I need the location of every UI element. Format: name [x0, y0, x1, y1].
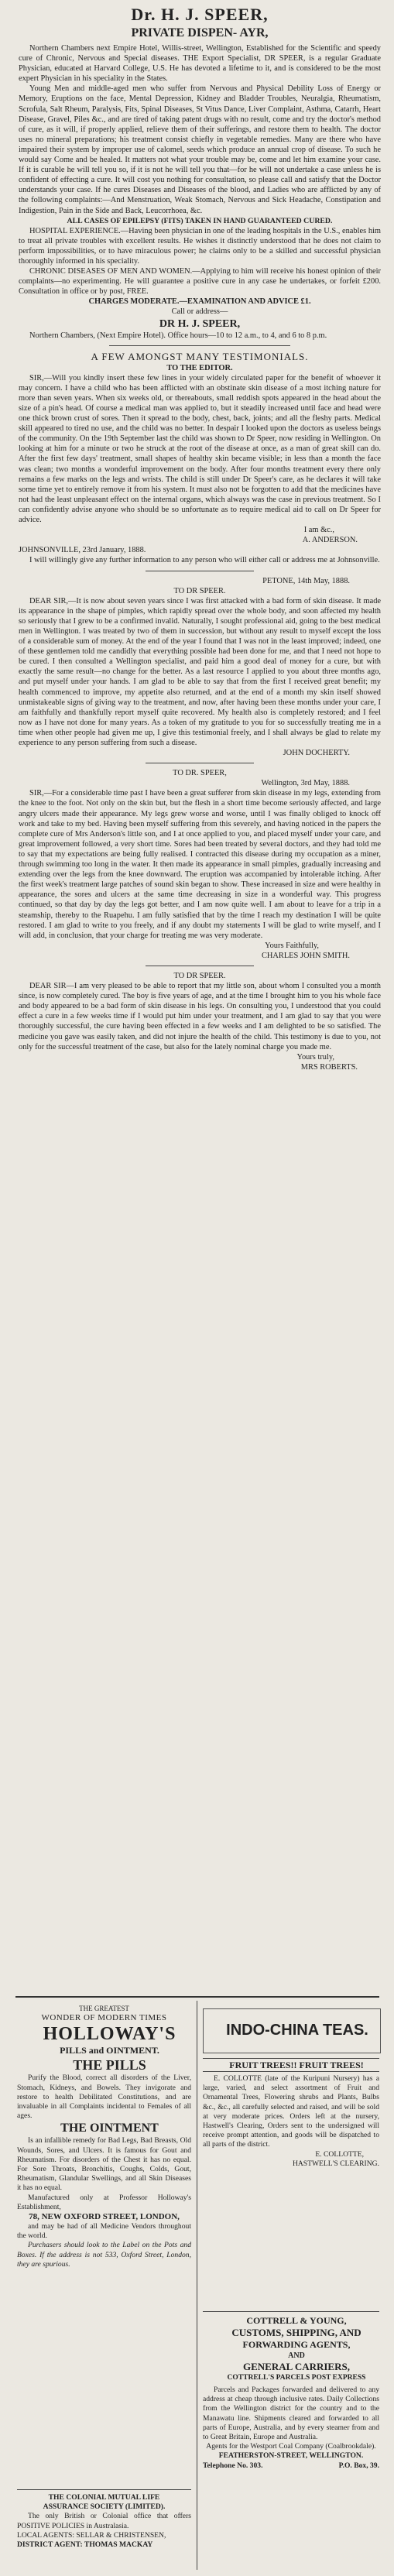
smith-to: TO DR. SPEER, — [173, 769, 227, 778]
cottrell-box: P.O. Box, 39. — [338, 2461, 379, 2470]
colonial-text: The only British or Colonial office that offers POSITIVE POLICIES in Australasia. — [17, 2512, 191, 2530]
cottrell-advertisement — [203, 2315, 379, 2471]
speer-address: Northern Chambers, (Next Empire Hotel). Office hours—10 to 12 a.m., to 4, and 6 to 8 p.m. — [29, 331, 327, 340]
docherty-place: PETONE, 14th May, 1888. — [262, 576, 350, 585]
colonial-title-2: ASSURANCE SOCIETY (LIMITED). — [43, 2502, 166, 2512]
smith-sig-2: CHARLES JOHN SMITH. — [261, 951, 350, 960]
anderson-note: I will willingly give any further information to any person who will either call or address me at Johnsonville. — [29, 556, 380, 565]
holloway-wonder: WONDER OF MODERN TIMES — [41, 2013, 167, 2023]
testimonials-heading: A FEW AMONGST MANY TESTIMONIALS. — [91, 350, 309, 362]
holloway-advertisement — [17, 2004, 191, 2269]
cottrell-line-3: AND — [288, 2351, 305, 2360]
indo-china-advertisement — [203, 2008, 381, 2053]
colonial-district-agent: DISTRICT AGENT: THOMAS MACKAY — [17, 2540, 153, 2550]
roberts-sig-1: Yours truly, — [296, 1052, 334, 1062]
cottrell-title: COTTRELL & YOUNG, — [246, 2315, 347, 2326]
colonial-advertisement — [17, 2493, 191, 2550]
holloway-sold: and may be had of all Medicine Vendors throughout the world. — [17, 2222, 191, 2241]
speer-charges: CHARGES MODERATE.—EXAMINATION AND ADVICE £1. — [88, 297, 311, 307]
testimonial-anderson: SIR,—Will you kindly insert these few lines in your widely circulated paper for the benefit of whoever it may concern. I have a child who has been afflicted with an obstinate skin disease of a most itching nature for more than seven years. When six weeks old, or thereabouts, small reddish spots appeared in the head about the size of a pin's head. Of course a medical man was applied to, but it steadily increased until face and head were one thick brown crust of sores. Then it spread to the body, chest, back, joints; and all the fleshy parts. Medical skill appeared to tired no use, and the child was no better. In despair I looked upon the doctors as useless beings of the community. On the 19th September last the child was shown to Dr Speer, now residing in Wellington. On looking at him for a minute or two he struck at the root of the disease at once, as a man of great skill can do. After the first few days' treatment, small shapes of healthy skin became visible; in less than a month the face was clean; two months a wonderful improvement on the body. After four months treatment every there only remains a few marks on the legs and wrists. The child is still under Dr Speer's care, as he declares it will take some time yet to entirely remove it from his system. It must also not be forgotten to add that the medicines have not had the least unpleasant effect on the internal organs, which always was the case in previous treatment. So I can confidently advise anyone who should be so unfortunate as to require medical aid to call on Dr Speer for advice. — [19, 373, 381, 525]
holloway-name: HOLLOWAY'S — [43, 2024, 176, 2045]
cottrell-agents: Agents for the Westport Coal Company (Coalbrookdale). — [206, 2442, 376, 2451]
speer-heading: Dr. H. J. SPEER, — [131, 5, 269, 24]
testimonial-roberts: DEAR SIR—I am very pleased to be able to report that my little son, about whom I consulted you a month since, is now completely cured. The boy is five years of age, and at the time I brought him to you his whole face and body appeared to be a bad form of skin disease in his legs. On consulting you, I understood that you could effect a cure in a few weeks time if I would put him under your treatment, and I am glad to say that you were thoroughly successful, the cure having been effected in a few weeks and I am delighted to be so satisfied. The medicine you gave was easily taken, and did not injure the health of the child. This testimony is due to you, not only for the successful treatment of the case, but also for the lately nominal charge you made me. — [19, 982, 381, 1051]
cottrell-phone: Telephone No. 303. — [203, 2461, 263, 2470]
collotte-advertisement — [203, 2058, 379, 2169]
holloway-pre: THE GREATEST — [79, 2005, 129, 2012]
anderson-sig-2: A. ANDERSON. — [302, 536, 358, 545]
speer-ailments: Young Men and middle-aged men who suffer from Nervous and Physical Debility Loss of Energy or Memory, Eruptions on the face, Mental Depression, Kidney and Bladder Troubles, Neuralgia, Rheumatism, Scrofula, Salt Rheum, Paralysis, Fits, Spinal Diseases, St Vitus Dance, Liver Complaint, Asthma, Catarrh, Heart Disease, Gravel, Piles &c., and are tired of taking patent drugs with no result, come and try the doctor's method of cure, as it will, if properly applied, relieve them of their sufferings, and restore them to health. The doctor uses no mineral preparations; his treatment consist chiefly in vegetable remedies. Many are there who have impaired their system by improper use of calomel, seeds which produce an annual crop of disease. To such he would say Come and be healed. It matters not what your trouble may be, come and let him examine your case. If it is curable he will tell you so, if it is not he will tell you that—for he will not undertake a case unless he is confident of effecting a cure. It will cost you nothing for consultation, so please call and satisfy that the Doctor understands your case. If he cures Diseases and Diseases of the blood, and Ladies who are afflicted by any of the following complaints:—And Menstruation, Weak Stomach, Nervous and Sick Headache, Constipation and Indigestion, Pain in the Side and Back, Leucorrhoea, &c. — [19, 84, 381, 215]
speer-subheading: PRIVATE DISPEN- AYR, — [131, 26, 269, 39]
indo-china-title: INDO-CHINA TEAS. — [226, 2022, 368, 2039]
docherty-sig: JOHN DOCHERTY. — [283, 749, 350, 758]
cottrell-address: FEATHERSTON-STREET, WELLINGTON. — [218, 2451, 364, 2461]
smith-place: Wellington, 3rd May, 1888. — [261, 779, 350, 788]
holloway-the-pills: THE PILLS — [73, 2057, 146, 2073]
speer-name-2: DR H. J. SPEER, — [159, 317, 241, 330]
collotte-title: FRUIT TREES!! FRUIT TREES! — [203, 2058, 379, 2072]
speer-advertisement — [19, 0, 381, 1072]
roberts-to: TO DR SPEER. — [173, 971, 226, 980]
divider — [203, 2311, 379, 2312]
section-rule — [15, 1996, 379, 1998]
holloway-manufactured: Manufactured only at Professor Holloway's Establishment, — [17, 2193, 191, 2211]
testimonial-smith: SIR,—For a considerable time past I have been a great sufferer from skin disease in my legs, extending from the knee to the foot. Not only on the skin but, but the flesh in a short time become seriously affected, and large angry ulcers made their appearance. My legs grew worse and worse, until I was finally obliged to knock off work and take to my bed. Having been myself suffering from this severely, and having noticed in the papers the complete cure of Mrs Anderson's little son, and I at once applied to you, and placed myself under your care, and great improvement followed, a very short time. Sores had been treated by several doctors, and they had told me to say that my expectations are being fully realised. I contracted this disease during my occupation as a miner, through swimming too long in the water. It then made its appearance in small pimples, gradually increasing and extending over the legs from the knee downward. The eruption was accompanied by intolerable itching. After the first week's treatment large patches of sound skin began to show. These increased in size and were healthy in appearance, the sores and ulcers at the same time decreasing in size in a wonderful way. This progress continued, so that day by day the legs got better, and I am now quite well. I am about to leave for a trip in a steamship, thereby to the Ruapehu. I am fully satisfied that by the time I reach my destination I will be quite restored. I am glad to write to you freely, and if any doubt my statements I will be glad to write myself, and I will add, in conclusion, that your charge for treating me was very moderate. — [19, 789, 381, 940]
speer-chronic: CHRONIC DISEASES OF MEN AND WOMEN.—Applying to him will receive his honest opinion of their complaints—no experimenting. He will guarantee a positive cure in any case he undertakes, or forfeit £200. Consultation in office or by post, FREE. — [19, 267, 381, 297]
anderson-sig-1: I am &c., — [303, 526, 334, 535]
speer-call: Call or address— — [171, 307, 228, 317]
cottrell-line-4: GENERAL CARRIERS, — [243, 2361, 350, 2372]
holloway-pills-and: PILLS and OINTMENT. — [60, 2045, 159, 2056]
collotte-text: E. COLLOTTE (late of the Kuripuni Nursery) has a large, varied, and select assortment of Fruit and Ornamental Trees, Flowering shrubs and Plants, Bulbs &c., &c., all carefully selected and raised, and will be sold at very moderate prices. Orders left at the nursery, Hastwell's Clearing, Orders sent to the undersigned will receive prompt attention, and goods will be dispatched to all parts of the district. — [203, 2074, 379, 2149]
roberts-sig-2: MRS ROBERTS. — [300, 1062, 358, 1072]
cottrell-line-5: COTTRELL'S PARCELS POST EXPRESS — [227, 2374, 366, 2382]
holloway-address: 78, NEW OXFORD STREET, LONDON, — [29, 2211, 180, 2221]
divider — [17, 2489, 191, 2490]
holloway-ointment-text: Is an infallible remedy for Bad Legs, Bad Breasts, Old Wounds, Sores, and Ulcers. It is famous for Gout and Rheumatism. For disorders of the Chest it has no equal. For Sore Throats, Bronchitis, Coughs, Colds, Gout, Rheumatism, Glandular Swellings, and all Skin Diseases it has no equal. — [17, 2136, 191, 2193]
docherty-to: TO DR SPEER. — [173, 586, 226, 595]
to-editor: TO THE EDITOR. — [166, 363, 233, 372]
holloway-the-ointment: THE OINTMENT — [60, 2122, 159, 2135]
testimonial-docherty: DEAR SIR,—It is now about seven years since I was first attacked with a bad form of skin disease. It made its appearance in the shape of pimples, which rapidly spread over the whole body, and soon affected my health so seriously that I grew to be a confirmed invalid. Naturally, I sought professional aid, going to the best medical men in Wellington. I was treated by two of them in succession, but without any result to myself except the loss of a considerable sum of money. At the end of the year I found that I was not in the least improved; indeed, one of these gentlemen told me candidly that everything possible had been done for me, and that I need not hope to be cured. I then consulted a Wellington specialist, and paid him a good deal of money for a cure, but with exactly the same result—no change for the better. As a last resource I applied to you about three months ago, and put myself under your hands. I am glad to be able to say that from the first I received great benefit; my health commenced to improve, my appetite also returned, and at the end of a month my skin itself showed unmistakeable signs of giving way to the treatment, and now, after having been these months under your care, I am faithfully and thankfully report myself quite recovered. My health also is completely restored; and I feel now as I have not done for many years. As a token of my gratitude to you for so successfully treating me in a time when other people had given me up, I give this testimonial freely, and I shall always be glad to relate my experience to any person suffering from such a disease. — [19, 596, 381, 747]
holloway-pills-text: Purify the Blood, correct all disorders of the Liver, Stomach, Kidneys, and Bowels. They invigorate and restore to health Debilitated Constitutions, and are invaluable in all Complaints incidental to Females of all ages. — [17, 2073, 191, 2121]
collotte-sig-2: HASTWELL'S CLEARING. — [292, 2159, 379, 2168]
speer-epilepsy: ALL CASES OF EPILEPSY (FITS) TAKEN IN HAND GUARANTEED CURED. — [67, 216, 333, 225]
speer-intro: Northern Chambers next Empire Hotel, Willis-street, Wellington, Established for the Scientific and speedy cure of Chronic, Nervous and Special diseases. THE Export Specialist, DR SPEER, is a regular Graduate Physician, educated at Harvard College, U.S. He has devoted a lifetime to it, and is considered to be the most expert Physician in his speciality in the States. — [19, 44, 381, 84]
divider — [109, 345, 290, 346]
cottrell-line-1: CUSTOMS, SHIPPING, AND — [231, 2327, 361, 2338]
collotte-sig-1: E. COLLOTTE, — [315, 2149, 364, 2159]
cottrell-text: Parcels and Packages forwarded and delivered to any address at cheap through inclusive rates. Daily Collections from the Wellington district for the country and to the Manawatu line. Shipments cleared and forwarded to all parts of Europe, Australia, and by every steamer from and to Great Britain, Europe and Australia. — [203, 2386, 379, 2442]
cottrell-line-2: FORWARDING AGENTS, — [242, 2339, 351, 2350]
colonial-title-1: THE COLONIAL MUTUAL LIFE — [48, 2493, 160, 2502]
speer-hospital: HOSPITAL EXPERIENCE.—Having been physician in one of the leading hospitals in the U.S., enables him to treat all private troubles with excellent results. He wishes it distinctly understood that he does not claim to perform impossibilities, or to have miraculous power; he claims only to be a skilled and successful physician thoroughly informed in his speciality. — [19, 226, 381, 266]
cottrell-contact — [203, 2461, 379, 2471]
smith-sig-1: Yours Faithfully, — [265, 941, 319, 950]
anderson-place: JOHNSONVILLE, 23rd January, 1888. — [19, 546, 146, 555]
holloway-purchasers: Purchasers should look to the Label on the Pots and Boxes. If the address is not 533, Oxford Street, London, they are spurious. — [17, 2241, 191, 2269]
colonial-agents: LOCAL AGENTS: SELLAR & CHRISTENSEN, — [17, 2530, 166, 2540]
